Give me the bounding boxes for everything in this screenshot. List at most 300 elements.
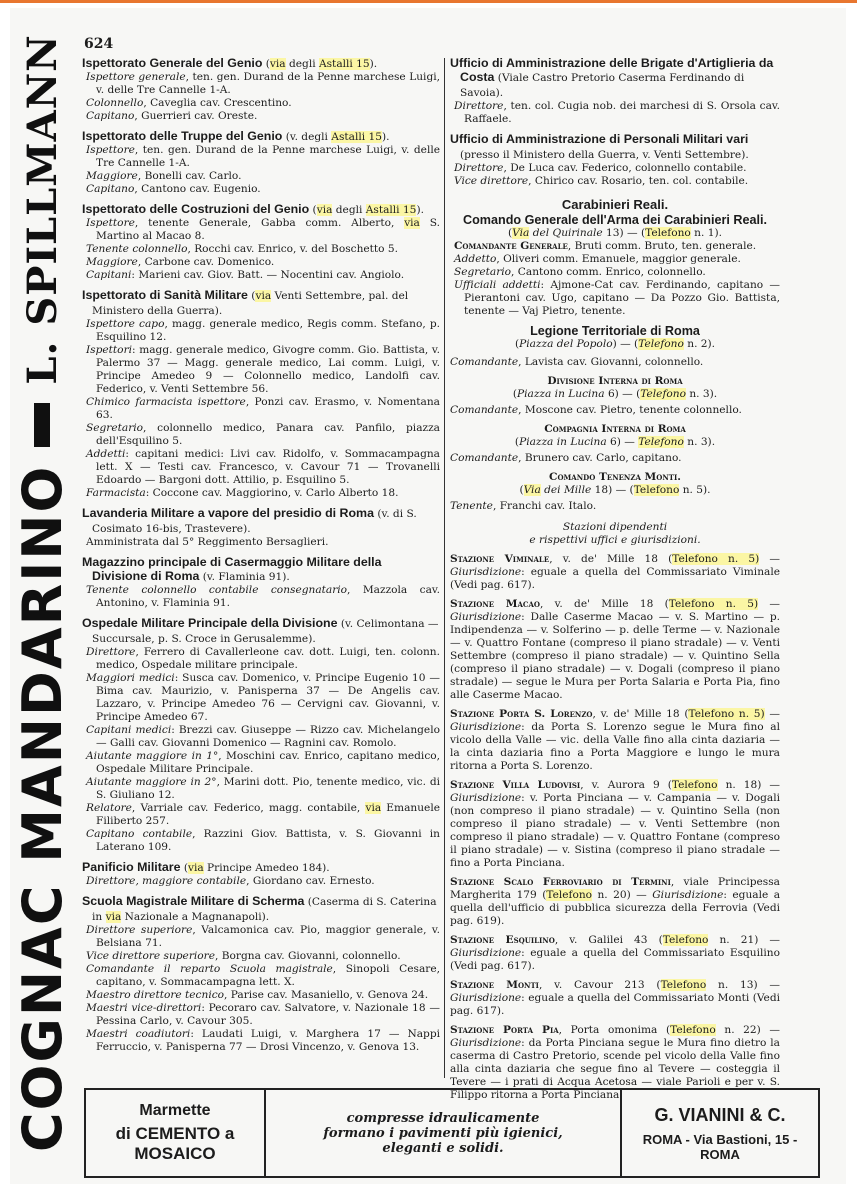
text-segment: n. 20) — <box>592 889 653 901</box>
entry-address <box>460 149 749 161</box>
text-segment: Tenente <box>450 500 493 512</box>
text-segment: , Bruti comm. Bruto, ten. generale. <box>567 240 757 252</box>
text-segment: , ten. col. Cugia nob. dei marchesi di S. Orsola cav. Raffaele. <box>464 100 780 125</box>
text-segment: , Oliveri comm. Emanuele, maggior generale. <box>496 253 741 265</box>
text-segment: (v. Celimontana — Succursale, p. S. Croce in Gerusalemme). <box>92 618 439 645</box>
text-segment: : Susca cav. Domenico, v. Principe Eugenio 10 — Bima cav. Maurizio, v. Panisperna 37 — De Angelis cav. Lazzaro, v. Principe Amedeo 76 — Cervigni cav. Giovanni, v. Principe Amedeo 67. <box>96 672 440 723</box>
text-segment: Segretario <box>86 422 144 434</box>
text-segment: Tenente colonnello <box>86 243 188 255</box>
text-segment: Ispettore <box>86 144 135 156</box>
subcommand-address <box>450 388 780 401</box>
text-segment: , Borgna cav. Giovanni, colonnello. <box>215 950 401 962</box>
highlighted-text: via <box>187 862 204 874</box>
text-segment: Giurisdizione <box>450 1037 522 1049</box>
text-segment: Segretario <box>454 266 512 278</box>
text-segment: Capitano contabile <box>86 828 193 840</box>
text-segment: ( <box>247 290 256 302</box>
entry-line <box>82 344 440 396</box>
text-segment: Vice direttore superiore <box>86 950 215 962</box>
top-accent-bar <box>0 0 857 3</box>
highlighted-text: Via <box>512 227 530 239</box>
ad-vianini-box <box>622 1090 818 1176</box>
directory-entry <box>82 288 440 500</box>
text-segment: : eguale a quella del Commissariato Esquilino (Vedi pag. 617). <box>450 947 780 972</box>
text-segment: : Dalle Caserme Macao — v. S. Martino — p. Indipendenza — v. Solferino — p. delle Terme — v. Nazionale — v. Quattro Fontane (compreso il piano stradale) — v. Venti Settembre (compreso il piano stradale) — v. Quintino Sella (compreso il piano stradale) — v. Dogali (compreso il piano stradale) — segue le Mura per Porta Salaria e Porta Pia, fino alle Caserme Macao. <box>450 611 780 701</box>
station-entry <box>450 979 780 1018</box>
text-segment: ) — ( <box>612 338 639 350</box>
text-segment: Stazione Esquilino <box>450 934 555 946</box>
highlighted-text: via <box>269 58 286 70</box>
text-segment: ( <box>514 338 520 350</box>
subcommand-name: Divisione Interna di Roma <box>547 375 683 387</box>
entry-address <box>180 862 329 874</box>
entry-title-text: Ispettorato di Sanità Militare <box>82 288 248 302</box>
entry-line <box>82 776 440 802</box>
text-segment: Giurisdizione <box>450 947 522 959</box>
text-segment: , Brunero cav. Carlo, capitano. <box>518 452 682 464</box>
entry-line <box>82 144 440 170</box>
text-segment: ). <box>381 131 390 143</box>
text-segment: n. 3). <box>685 388 718 400</box>
text-segment: ( <box>512 388 517 400</box>
directory-entry <box>82 506 440 549</box>
text-segment: , ten. gen. Durand de la Penne marchese Luigi, v. delle Tre Cannelle 1-A. <box>96 144 440 169</box>
text-segment: , v. de' Mille 18 ( <box>592 708 689 720</box>
entry-line <box>82 110 440 123</box>
entry-title-text: Ospedale Militare Principale della Divisione <box>82 616 338 630</box>
text-segment: : da Porta S. Lorenzo segue le Mura fino al vicolo della Valle — vic. della Valle fino alla cinta daziaria — la cinta daziaria fino a Porta Maggiore e lungo le mura ritorna a Porta S. Lorenzo. <box>450 721 780 772</box>
text-segment: , Cantono comm. Enrico, colonnello. <box>511 266 706 278</box>
text-segment: , Chirico cav. Rosario, ten. col. contabile. <box>528 175 749 187</box>
text-segment: , Guerrieri cav. Oreste. <box>134 110 258 122</box>
text-segment: , magg. generale medico, Regis comm. Stefano, p. Esquilino 12. <box>96 318 440 343</box>
highlighted-text: Telefono <box>546 889 593 901</box>
directory-entry <box>82 616 440 854</box>
entry-title-text: Ispettorato delle Truppe del Genio <box>82 129 283 143</box>
highlighted-text: Telefono n. 5) <box>672 553 760 565</box>
text-segment: degli <box>332 204 366 216</box>
text-segment: : eguale a quella del Commissariato Monti (Vedi pag. 617). <box>450 992 780 1017</box>
text-segment: , Mazzola cav. Antonino, v. Flaminia 91. <box>96 584 440 609</box>
entry-line <box>82 1002 440 1028</box>
entry-line <box>82 183 440 196</box>
text-segment: , Parise cav. Masaniello, v. Genova 24. <box>224 989 429 1001</box>
text-segment: , v. Aurora 9 ( <box>580 779 672 791</box>
text-segment: Maggiore <box>86 170 138 182</box>
text-segment: Stazione Monti <box>450 979 539 991</box>
text-segment: Giurisdizione <box>450 792 522 804</box>
text-segment: Ispettore capo <box>86 318 165 330</box>
text-segment: Aiutante maggiore in 1° <box>86 750 219 762</box>
text-segment: n. 2). <box>683 338 716 350</box>
text-segment: Direttore <box>86 646 136 658</box>
text-segment: Piazza in Lucina <box>519 436 607 448</box>
entry-line <box>82 584 440 610</box>
text-segment: : eguale a quella dell'ufficio di pubblica sicurezza della Ferrovia (Vedi pag. 619). <box>450 889 781 927</box>
entry-title-text: Ispettorato Generale del Genio <box>82 56 263 70</box>
text-segment: Piazza del Popolo <box>519 338 613 350</box>
text-segment: Piazza in Lucina <box>517 388 605 400</box>
text-segment: Stazione Scalo Ferroviario di Termini <box>450 876 671 888</box>
text-segment: , Razzini Giov. Battista, v. S. Giovanni in Laterano 109. <box>96 828 440 853</box>
text-segment: n. 22) — <box>715 1024 780 1036</box>
text-segment: Giurisdizione <box>652 889 724 901</box>
entry-address <box>282 131 389 143</box>
text-segment: , Moscone cav. Pietro, tenente colonnello. <box>518 404 742 416</box>
entry-line <box>82 487 440 500</box>
highlighted-text: Telefono <box>660 979 707 991</box>
bottom-advertisement <box>84 1088 820 1178</box>
text-segment: Direttore <box>454 100 504 112</box>
text-segment: Farmacista <box>86 487 146 499</box>
text-segment: ( <box>309 204 317 216</box>
entry-title <box>82 202 440 217</box>
left-column <box>82 56 440 1060</box>
text-segment: Comandante il reparto Scuola magistrale <box>86 963 333 975</box>
entry-line <box>82 97 440 110</box>
highlighted-text: Via <box>523 484 541 496</box>
stazioni-heading-line: Stazioni dipendenti <box>562 521 668 533</box>
text-segment: Amministrata dal 5° Reggimento Bersaglieri. <box>86 536 329 548</box>
text-segment: Capitano <box>86 183 135 195</box>
text-segment: Stazione Porta S. Lorenzo <box>450 708 593 720</box>
text-segment: , Giordano cav. Ernesto. <box>246 875 375 887</box>
text-segment: : capitani medici: Livi cav. Ridolfo, v. Sommacampagna lett. X — Testi cav. Francesco, v. Cavour 71 — Trovanelli Edoardo — Bargoni dott. Attilio, p. Esquilino 5. <box>96 448 440 486</box>
text-segment: , v. de' Mille 18 ( <box>549 553 673 565</box>
text-segment: : magg. generale medico, Givogre comm. Gio. Battista, v. Palermo 37 — Magg. generale medico, Lai comm. Luigi, v. Principe Amedeo 9 — Colonnello medico, Landolfi cav. Federico, v. Venti Settembre 56. <box>96 344 440 395</box>
side-ad-maker: L. SPILLMANN <box>18 34 66 385</box>
carabinieri-heading: Carabinieri Reali. <box>561 197 669 212</box>
entry-line <box>82 217 440 243</box>
text-segment: , Caveglia cav. Crescentino. <box>143 97 292 109</box>
text-segment: , viale Principessa Margherita 179 ( <box>450 876 780 901</box>
text-segment: Direttore, maggiore contabile <box>86 875 247 887</box>
text-segment: Principe Amedeo 184). <box>203 862 330 874</box>
text-segment: Comandante Generale <box>454 240 568 252</box>
text-segment: (v. degli <box>282 131 332 143</box>
entry-title <box>82 56 440 71</box>
text-segment: , Bonelli cav. Carlo. <box>137 170 242 182</box>
text-segment: , colonnello medico, Panara cav. Panfilo, piazza dell'Esquilino 5. <box>96 422 440 447</box>
text-segment: Comandante <box>450 452 519 464</box>
directory-entry <box>82 202 440 282</box>
text-segment: — <box>759 553 781 565</box>
text-segment: : Pecoraro cav. Salvatore, v. Nazionale 18 — Pessina Carlo, v. Cavour 305. <box>96 1002 440 1027</box>
entry-line <box>82 536 440 549</box>
subcommand-commander <box>450 452 780 465</box>
entry-title-text: Ispettorato delle Costruzioni del Genio <box>82 202 310 216</box>
entry-line <box>82 396 440 422</box>
text-segment: , Valcamonica cav. Pio, maggior generale, v. Belsiana 71. <box>96 924 440 949</box>
text-segment: : Marieni cav. Giov. Batt. — Nocentini cav. Angiolo. <box>131 269 405 281</box>
directory-entry <box>82 860 440 888</box>
text-segment: , Sinopoli Cesare, capitano, v. Sommacampagna lett. X. <box>96 963 440 988</box>
text-segment: Stazione Viminale <box>450 553 550 565</box>
highlighted-text: Telefono <box>645 227 691 239</box>
entry-title <box>450 132 780 162</box>
entry-line <box>82 256 440 269</box>
staff-line <box>450 240 780 253</box>
entry-line <box>82 71 440 97</box>
entry-line <box>82 318 440 344</box>
entry-line <box>450 100 780 126</box>
entry-line <box>82 170 440 183</box>
text-segment: Giurisdizione <box>450 566 522 578</box>
text-segment: , v. de' Mille 18 ( <box>540 598 669 610</box>
text-segment: Maestri vice-direttori <box>86 1002 202 1014</box>
subcommand-commander <box>450 404 780 417</box>
entry-title <box>82 288 440 318</box>
station-entry <box>450 934 780 973</box>
entry-line <box>82 1028 440 1054</box>
entry-title <box>82 616 440 646</box>
text-segment: Ispettore generale <box>86 71 186 83</box>
text-segment: Maggiori medici <box>86 672 175 684</box>
entry-line <box>82 875 440 888</box>
text-segment: (Caserma di S. Caterina in <box>92 896 437 923</box>
entry-title <box>450 56 780 100</box>
text-segment: Ispettore <box>86 217 135 229</box>
subcommand-name: Compagnia Interna di Roma <box>544 423 686 435</box>
highlighted-text: via <box>365 802 382 814</box>
right-column <box>450 56 780 1102</box>
text-segment: Addetto <box>454 253 497 265</box>
entry-line <box>82 422 440 448</box>
entry-line <box>82 448 440 487</box>
staff-line <box>450 266 780 279</box>
text-segment: (presso il Ministero della Guerra, v. Venti Settembre). <box>460 149 749 161</box>
highlighted-text: Astalli 15 <box>318 58 370 70</box>
page-number: 624 <box>84 36 114 52</box>
entry-title-text: Panificio Militare <box>82 860 181 874</box>
legione-commander <box>450 356 780 369</box>
highlighted-text: Telefono <box>638 436 684 448</box>
entry-title <box>82 860 440 875</box>
text-segment: degli <box>285 58 319 70</box>
entry-line <box>82 724 440 750</box>
highlighted-text: via <box>105 911 122 923</box>
text-segment: , De Luca cav. Federico, colonnello contabile. <box>503 162 747 174</box>
entry-line <box>82 802 440 828</box>
directory-entry <box>82 555 440 610</box>
highlighted-text: via <box>316 204 333 216</box>
station-entry <box>450 779 780 870</box>
entry-title-text: Scuola Magistrale Militare di Scherma <box>82 894 305 908</box>
text-segment: , Marini dott. Pio, tenente medico, vic. di S. Giuliano 12. <box>96 776 440 801</box>
text-segment: (v. Flaminia 91). <box>199 571 290 583</box>
column-divider <box>444 58 445 1078</box>
text-segment: , Carbone cav. Domenico. <box>137 256 275 268</box>
highlighted-text: via <box>255 290 272 302</box>
entry-line <box>82 963 440 989</box>
stazioni-heading-line: e rispettivi uffici e giurisdizioni. <box>529 534 701 546</box>
station-entry <box>450 553 780 592</box>
subordinate-commands <box>450 375 780 513</box>
entry-line <box>82 243 440 256</box>
highlighted-text: Astalli 15 <box>331 131 382 143</box>
text-segment: 6) — ( <box>604 388 641 400</box>
text-segment: , Ferrero di Cavallerleone cav. dott. Luigi, ten. colonn. medico, Ospedale militare principale. <box>96 646 440 671</box>
staff-line <box>450 253 780 266</box>
entry-line <box>82 828 440 854</box>
ad-marmette-subtitle: di CEMENTO a MOSAICO <box>115 1124 235 1163</box>
text-segment: : Brezzi cav. Giuseppe — Rizzo cav. Michelangelo — Galli cav. Giovanni Domenico — Ragnini cav. Romolo. <box>96 724 440 749</box>
entry-line <box>450 162 780 175</box>
text-segment: n. 5). <box>679 484 711 496</box>
text-segment: ). <box>416 204 424 216</box>
ad-description-line: formano i pavimenti più igienici, <box>323 1125 563 1141</box>
ad-description-line: compresse idraulicamente <box>346 1110 540 1126</box>
text-segment: : Coccone cav. Maggiorino, v. Carlo Alberto 18. <box>145 487 399 499</box>
highlighted-text: Telefono <box>662 934 709 946</box>
highlighted-text: Telefono n. 5) <box>688 708 765 720</box>
text-segment: 6) — <box>606 436 639 448</box>
text-segment: : Ajmone-Cat cav. Ferdinando, capitano — Pierantoni cav. Ugo, capitano — Da Pozzo Gio. Battista, tenente — Vaj Pietro, tenente. <box>464 279 780 317</box>
text-segment: Giurisdizione <box>450 721 522 733</box>
text-segment: Relatore <box>86 802 132 814</box>
text-segment: Ispettori <box>86 344 133 356</box>
entry-title-text: Lavanderia Militare a vapore del presidio di Roma <box>82 506 374 520</box>
ad-description-line: eleganti e solidi. <box>382 1140 504 1156</box>
side-advertisement <box>6 30 78 1180</box>
directory-entry <box>82 56 440 123</box>
entry-line <box>82 646 440 672</box>
text-segment: ( <box>508 227 513 239</box>
text-segment: Capitano <box>86 110 135 122</box>
entry-line <box>82 672 440 724</box>
text-segment: : Laudati Luigi, v. Marghera 17 — Nappi Ferruccio, v. Panisperna 77 — Drosi Vincenzo, v. Genova 13. <box>96 1028 441 1053</box>
staff-line <box>450 279 780 318</box>
text-segment: , Moschini cav. Enrico, capitano medico, Ospedale Militare Principale. <box>96 750 440 775</box>
entry-address <box>199 571 289 583</box>
entry-line <box>82 750 440 776</box>
entry-title-text: Ufficio di Amministrazione di Personali Militari vari <box>450 132 749 146</box>
text-segment: Emanuele Filiberto 257. <box>96 802 440 827</box>
text-segment: Vice direttore <box>454 175 529 187</box>
comando-generale-title: Comando Generale dell'Arma dei Carabinieri Reali. <box>463 213 767 227</box>
text-segment: ). <box>369 58 378 70</box>
entry-title-text: Ufficio di Amministrazione delle Brigate d'Artiglieria da Costa <box>450 56 774 84</box>
text-segment: , Rocchi cav. Enrico, v. del Boschetto 5. <box>187 243 399 255</box>
highlighted-text: Astalli 15 <box>365 204 417 216</box>
entry-line <box>82 269 440 282</box>
highlighted-text: Telefono <box>638 338 684 350</box>
subcommand-address <box>450 484 780 497</box>
text-segment: , v. Galilei 43 ( <box>554 934 663 946</box>
text-segment: (Viale Castro Pretorio Caserma Ferdinando di Savoia). <box>460 72 745 99</box>
ad-vianini-name: G. VIANINI & C. <box>654 1104 786 1125</box>
text-segment: Capitani medici <box>86 724 172 736</box>
entry-line <box>450 175 780 188</box>
text-segment: S. Martino al Macao 8. <box>96 217 440 242</box>
entry-title <box>82 894 440 924</box>
text-segment: , Cantono cav. Eugenio. <box>134 183 261 195</box>
entry-address <box>460 72 744 99</box>
text-segment: Chimico farmacista ispettore <box>86 396 246 408</box>
directory-entry <box>82 129 440 196</box>
text-segment: — <box>764 708 780 720</box>
text-segment: Colonnello <box>86 97 144 109</box>
text-segment: del Quirinale <box>529 227 603 239</box>
text-segment: : da Porta Pinciana segue le Mura fino dietro la caserma di Castro Pretorio, scende pel vicolo della Valle fino alla cinta daziaria che segue fino al Tevere — costeggia il Tevere — i prati di Acqua Acetosa — viale Parioli e per v. S. Filippo ritorna a Porta Pinciana. <box>450 1037 780 1101</box>
text-segment: (v. di S. Cosimato 16-bis, Trastevere). <box>92 508 417 535</box>
ad-marmette-box <box>86 1090 266 1176</box>
directory-entry <box>450 132 780 188</box>
text-segment: Comandante <box>450 356 519 368</box>
entry-line <box>82 989 440 1002</box>
highlighted-text: Telefono n. 5) <box>668 598 759 610</box>
text-segment: Direttore <box>454 162 504 174</box>
subcommand-name: Comando Tenenza Monti. <box>549 471 681 483</box>
text-segment: n. 13) — <box>706 979 780 991</box>
text-segment: ( <box>180 862 188 874</box>
text-segment: ( <box>519 484 524 496</box>
text-segment: Maestro direttore tecnico <box>86 989 225 1001</box>
legione-title: Legione Territoriale di Roma <box>530 324 700 338</box>
text-segment: n. 1). <box>690 227 722 239</box>
highlighted-text: Telefono <box>671 779 718 791</box>
highlighted-text: Telefono <box>670 1024 716 1036</box>
highlighted-text: Telefono <box>633 484 680 496</box>
entry-title-text: Magazzino principale di Casermaggio Militare della Divisione di Roma <box>82 555 382 583</box>
text-segment: , v. Cavour 213 ( <box>538 979 661 991</box>
text-segment: Nazionale a Magnanapoli). <box>121 911 270 923</box>
highlighted-text: via <box>404 217 420 229</box>
station-entry <box>450 708 780 773</box>
text-segment: ( <box>262 58 270 70</box>
station-entry <box>450 876 780 928</box>
entry-line <box>82 924 440 950</box>
text-segment: Capitani <box>86 269 132 281</box>
right-top-entries <box>450 56 780 188</box>
entry-title <box>82 555 440 584</box>
side-ad-separator <box>34 403 50 447</box>
text-segment: n. 21) — <box>708 934 780 946</box>
station-entry <box>450 598 780 702</box>
entry-address <box>309 204 424 216</box>
text-segment: ( <box>514 436 520 448</box>
text-segment: : v. Porta Pinciana — v. Campania — v. Dogali (non compreso il piano stradale) — v. Quintino Sella (non compreso il piano stradale) — v. Venti Settembre (non compreso il piano stradale) — v. Quattro Fontane (compreso il piano stradale) — v. Sistina (compreso il piano stradale — fino a Porta Pinciana. <box>450 792 780 869</box>
text-segment: , Porta omonima ( <box>558 1024 671 1036</box>
text-segment: Stazione Porta Pia <box>450 1024 559 1036</box>
text-segment: Ufficiali addetti <box>454 279 541 291</box>
text-segment: Giurisdizione <box>450 992 522 1004</box>
text-segment: , tenente Generale, Gabba comm. Alberto, <box>134 217 405 229</box>
side-ad-brand: COGNAC MANDARINO <box>10 464 74 1152</box>
entry-title <box>82 506 440 536</box>
text-segment: Stazione Villa Ludovisi <box>450 779 581 791</box>
text-segment: , Varriale cav. Federico, magg. contabile, <box>131 802 366 814</box>
text-segment: — <box>758 598 780 610</box>
highlighted-text: Telefono <box>640 388 686 400</box>
text-segment: , Ponzi cav. Erasmo, v. Nomentana 63. <box>96 396 440 421</box>
ad-marmette-title: Marmette <box>139 1102 211 1119</box>
text-segment: Stazione Macao <box>450 598 540 610</box>
text-segment: n. 3). <box>683 436 716 448</box>
directory-entry <box>450 56 780 126</box>
text-segment: 13) — ( <box>602 227 646 239</box>
text-segment: Maestri coadiutori <box>86 1028 191 1040</box>
text-segment: Direttore superiore <box>86 924 193 936</box>
text-segment: Maggiore <box>86 256 138 268</box>
text-segment: Comandante <box>450 404 519 416</box>
ad-description-box <box>266 1090 622 1176</box>
directory-entry <box>82 894 440 1054</box>
comando-generale-staff <box>450 240 780 318</box>
text-segment: , Lavista cav. Giovanni, colonnello. <box>518 356 704 368</box>
text-segment: Giurisdizione <box>450 611 522 623</box>
text-segment: 18) — ( <box>591 484 634 496</box>
